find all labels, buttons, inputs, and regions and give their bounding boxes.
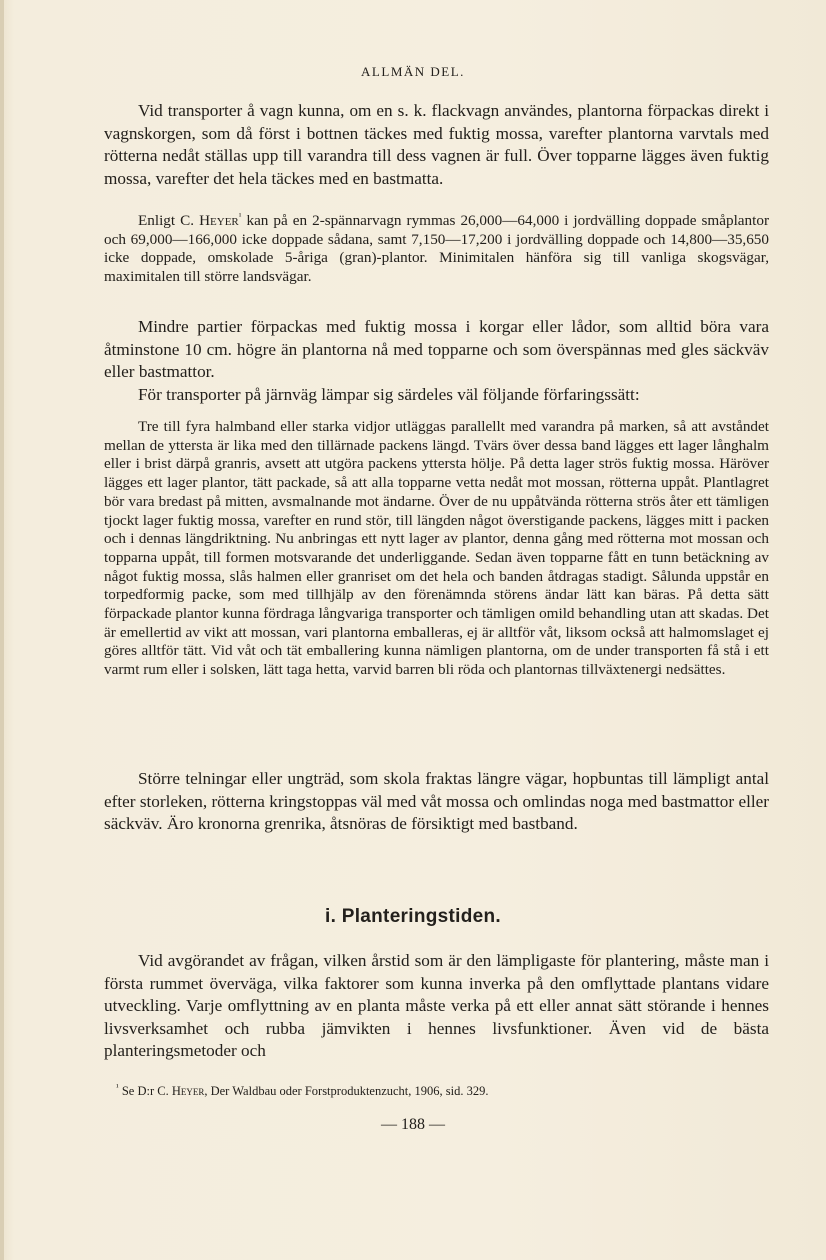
paragraph-large-trees xyxy=(104,768,769,836)
footnote-author: Heyer xyxy=(171,1084,205,1098)
paragraph-railway-intro xyxy=(104,384,769,407)
footnote-prefix: Se D:r C. xyxy=(118,1084,172,1098)
footnote-reference: ¹ xyxy=(238,210,242,221)
page-number: — 188 — xyxy=(381,1116,445,1133)
footnote-citation: , Der Waldbau oder Forstproduktenzucht, 1906, sid. 329. xyxy=(204,1084,489,1098)
section-heading: i. Planteringstiden. xyxy=(325,906,501,927)
paragraph-text: Större telningar eller ungträd, som skola fraktas längre vägar, hopbuntas till lämpligt antal efter storleken, rötterna kringstoppas väl med våt mossa och omlindas noga med bastmattor eller säckväv. Äro kronorna grenrika, åtsnöras de försiktigt med bastband. xyxy=(104,769,769,834)
paragraph-text xyxy=(104,212,769,287)
running-head: ALLMÄN DEL. xyxy=(361,64,465,79)
paragraph-text: Mindre partier förpackas med fuktig mossa i korgar eller lådor, som alltid böra vara åtminstone 10 cm. högre än plantorna nå med topparne och som överspännas med gles säckväv eller bastmattor. xyxy=(104,317,769,382)
paragraph-intro: Enligt C. xyxy=(138,212,200,229)
paragraph-small-lots xyxy=(104,316,769,384)
paragraph-text: Tre till fyra halmband eller starka vidjor utläggas parallellt med varandra på marken, så att avståndet mellan de yttersta är lika med den tillärnade packens längd. Tvärs över dessa band lägges ett lager långhalm eller i brist därpå granris, avsett att utgöra packens yttersta hölje. På detta lager strös fuktig mossa. Häröver lägges ett lager plantor, tätt packade, så att alla topparne vetta nedåt mot mossan, rötterna uppåt. Plantlagret bör vara bredast på mitten, avsmalnande mot ändarne. Över de nu uppåtvända rötterna strös åter ett tämligen tjockt lager fuktig mossa, varefter en rund stör, till längden något överstigande packens, lägges mitt i packen och i dennas längdriktning. Nu anbringas ett nytt lager av plantor, denna gång med rötterna mot mossan och topparna uppåt, till formen motsvarande det underliggande. Sedan även topparne fått en tunn betäckning av något fuktig mossa, slås halmen eller granriset om det hela och banden åtdragas stadigt. Sålunda uppstår en torpedformig packe, som med tillhjälp av den förenämnda störens ändar lätt kan bäras. På detta sätt förpackade plantor kunna fördraga långvariga transporter och tämligen omild behandling utan att skadas. Det är emellertid av vikt att mossan, vari plantorna emballeras, ej är alltför våt, liksom också att halmomslaget ej göres alltför tätt. Vid våt och tät emballering kunna nämligen plantorna, om de under transporten få stå i ett varmt rum eller i solsken, lätt taga hetta, varvid barren bli röda och plantornas tillväxtenergi nedsättes. xyxy=(104,418,769,679)
author-name: Heyer xyxy=(199,212,239,229)
paragraph-rest: kan på en 2-spännarvagn rymmas 26,000—64,000 i jordvälling doppade småplantor och 69,000—166,000 icke doppade sådana, samt 7,150—17,200 i jordvälling doppade och 14,800—35,650 icke doppade, omskolade 5-åriga (gran)-plantor. Minimitalen hänföra sig till vanliga skogsvägar, maximitalen till större landsvägar. xyxy=(104,212,769,286)
paragraph-text: Vid transporter å vagn kunna, om en s. k. flackvagn användes, plantorna förpackas direkt i vagnskorgen, som då först i bottnen täckes med fuktig mossa, varefter plantorna varvtals med rötterna nedåt ställas upp till varandra till dess vagnen är full. Över topparne lägges även fuktig mossa, varefter det hela täckes med en bastmatta. xyxy=(104,101,769,188)
footnote xyxy=(116,1083,756,1099)
paragraph-vagn-transport xyxy=(104,100,769,190)
paragraph-railway-method xyxy=(104,418,769,680)
paragraph-text: För transporter på järnväg lämpar sig särdeles väl följande förfaringssätt: xyxy=(138,385,640,404)
paragraph-heyer-capacity xyxy=(104,212,769,287)
paragraph-text: Vid avgörandet av frågan, vilken årstid som är den lämpligaste för plantering, måste man i första rummet överväga, vilka faktorer som kunna inverka på den omflyttade plantans vidare utveckling. Varje omflyttning av en planta måste verka på ett eller annat sätt störande i hennes livsverksamhet och rubba jämvikten i hennes livsfunktioner. Även vid de bästa planteringsmetoder och xyxy=(104,951,769,1061)
footnote-mark: ¹ xyxy=(116,1081,119,1092)
paragraph-planting-season xyxy=(104,950,769,1063)
